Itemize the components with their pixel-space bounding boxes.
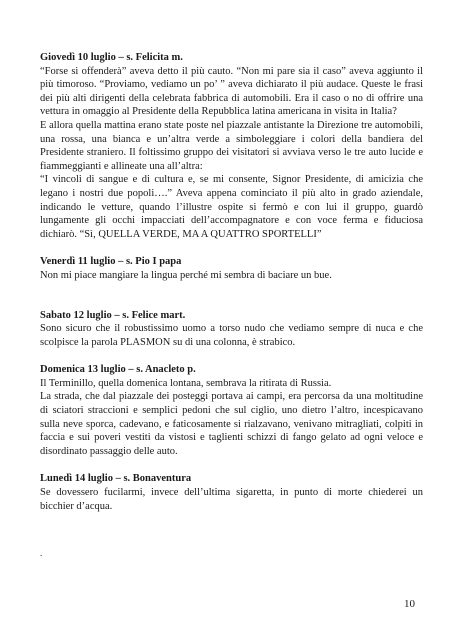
page-number: 10: [404, 598, 415, 610]
diary-entry-thursday: [40, 51, 423, 241]
document-page: [40, 51, 423, 513]
entry-paragraph: Se dovessero fucilarmi, invece dell’ultima sigaretta, in punto di morte chiederei un bicchier d’acqua.: [40, 487, 423, 512]
entry-body: [40, 322, 423, 349]
entry-body: [40, 486, 423, 513]
diary-entry-monday: [40, 472, 423, 513]
entry-title: Sabato 12 luglio – s. Felice mart.: [40, 309, 186, 321]
entry-title: Domenica 13 luglio – s. Anacleto p.: [40, 364, 196, 376]
entry-body: [40, 269, 423, 283]
entry-title: Giovedì 10 luglio – s. Felicita m.: [40, 52, 183, 63]
entry-paragraph: Non mi piace mangiare la lingua perché mi sembra di baciare un bue.: [40, 269, 332, 281]
entry-title: Venerdì 11 luglio – s. Pio I papa: [40, 256, 182, 268]
entry-title: Lunedì 14 luglio – s. Bonaventura: [40, 473, 192, 485]
entry-paragraph: “Forse si offenderà” aveva detto il più cauto. “Non mi pare sia il caso” aveva aggiunto il più timoroso. “Proviamo, vediamo un po’ ” aveva dichiarato il più audace. Queste le frasi dei più alti dirigenti della celebrata fabbrica di automobili. Era il caso o no di offrire una vettura in omaggio al Presidente della Repubblica latina americana in visita in Italia?: [40, 65, 423, 118]
entry-paragraph: Sono sicuro che il robustissimo uomo a torso nudo che vediamo sempre di nuca e che scolpisce la parola PLASMON su di una colonna, è strabico.: [40, 323, 423, 348]
entry-paragraph: La strada, che dal piazzale dei posteggi portava ai campi, era percorsa da una moltitudine di sciatori straccioni e semplici pedoni che sul ciglio, uno dietro l’altro, incespicavano sulla neve sporca, cadevano, e faticosamente si rialzavano, venivano mitragliati, colpiti in faccia e sui poveri vestiti da vistosi e taglienti schizzi di fango gelato ad ogni veloce e disordinato passaggio delle auto.: [40, 391, 423, 457]
entry-paragraph: Il Terminillo, quella domenica lontana, sembrava la ritirata di Russia.: [40, 377, 332, 389]
entry-body: [40, 65, 423, 242]
diary-entry-saturday: [40, 309, 423, 350]
footer-mark: .: [40, 548, 43, 558]
diary-entry-friday: [40, 255, 423, 282]
entry-paragraph: “I vincoli di sangue e di cultura e, se mi consente, Signor Presidente, di amicizia che legano i nostri due popoli….” Aveva appena cominciato il più alto in grado aziendale, indicando le vetture, quando l’illustre ospite si fermò e con lui il gruppo, guardò lungamente gli occhi impacciati dell’accompagnatore e con voce ferma e fiduciosa dichiarò. “Sì, QUELLA VERDE, MA A QUATTRO SPORTELLI”: [40, 174, 423, 240]
entry-paragraph: E allora quella mattina erano state poste nel piazzale antistante la Direzione tre automobili, una rossa, una bianca e un’altra verde a simboleggiare i colori della bandiera del Presidente straniero. Il foltissimo gruppo dei visitatori si avviava verso le tre auto lucide e fiammeggianti e allineate una all’altra:: [40, 119, 423, 172]
diary-entry-sunday: [40, 363, 423, 458]
entry-body: [40, 377, 423, 459]
